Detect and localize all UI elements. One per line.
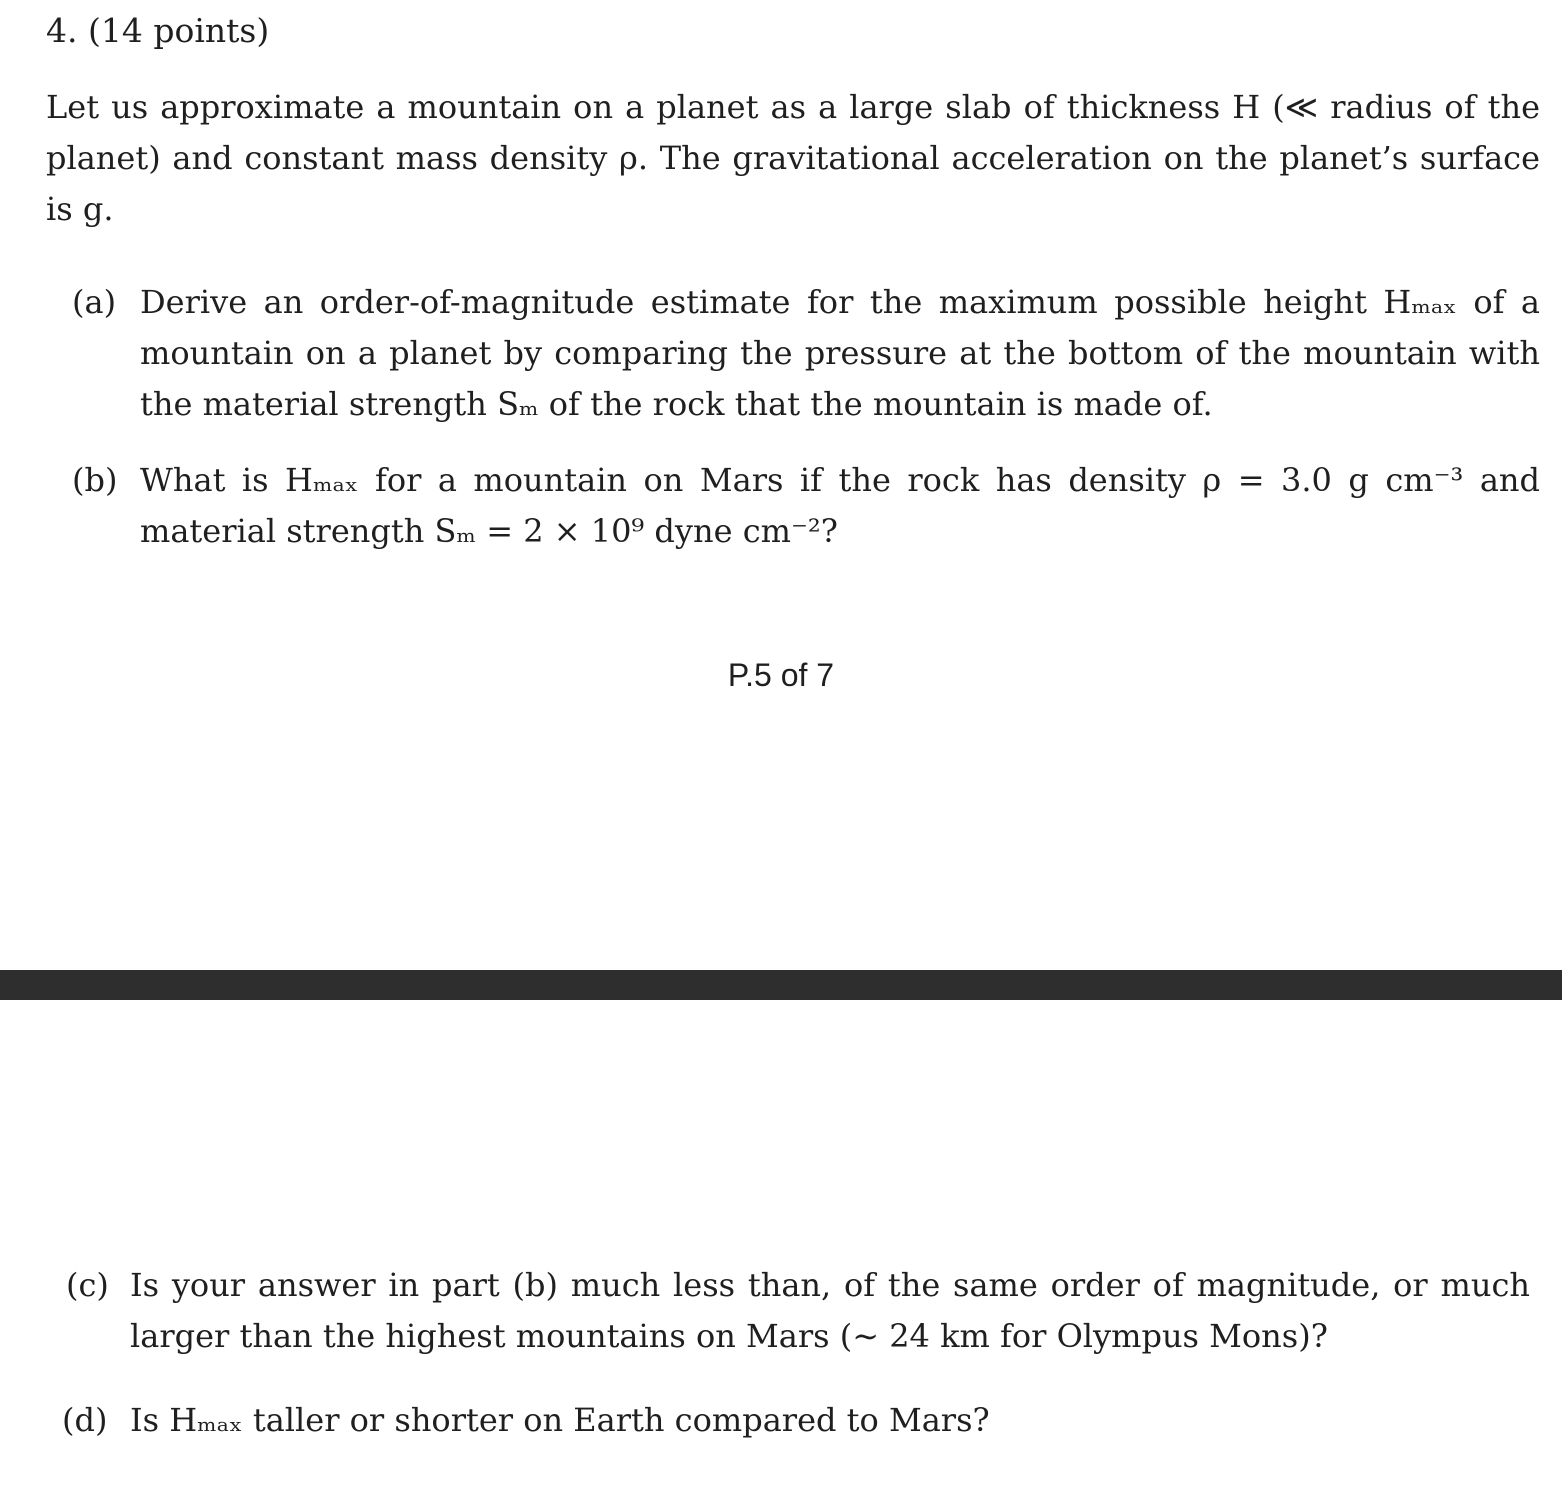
part-a [72,277,1540,430]
question-intro [46,82,1540,235]
part-d-line-1: Is Hₘₐₓ taller or shorter on Earth compared to Mars? [130,1401,990,1439]
intro-line-1: Let us approximate a mountain on a planet as a large slab of thickness H (≪ radius of the [46,88,1540,126]
part-b [72,455,1540,557]
intro-line-2: planet) and constant mass density ρ. The gravitational acceleration on the planet’s surface [46,139,1540,177]
part-c [66,1260,1530,1362]
part-b-label: (b) [72,461,118,499]
part-c-line-1: Is your answer in part (b) much less than, of the same order of magnitude, or much [130,1266,1530,1304]
part-a-line-2: mountain on a planet by comparing the pressure at the bottom of the mountain with [140,334,1540,372]
part-a-label: (a) [72,283,117,321]
page-bottom [0,1000,1562,1488]
page-number: P.5 of 7 [727,657,835,693]
intro-line-3: is g. [46,190,114,228]
part-b-line-1: What is Hₘₐₓ for a mountain on Mars if the rock has density ρ = 3.0 g cm⁻³ and [140,461,1540,499]
part-c-line-2: larger than the highest mountains on Mars (∼ 24 km for Olympus Mons)? [130,1317,1328,1355]
part-a-line-3: the material strength Sₘ of the rock that the mountain is made of. [140,385,1213,423]
part-c-label: (c) [66,1266,109,1304]
question-header: 4. (14 points) [46,11,270,50]
part-d [62,1395,1530,1446]
part-a-line-1: Derive an order-of-magnitude estimate for the maximum possible height Hₘₐₓ of a [140,283,1540,321]
page-divider [0,970,1562,1000]
part-b-line-2: material strength Sₘ = 2 × 10⁹ dyne cm⁻²? [140,512,838,550]
part-d-label: (d) [62,1401,108,1439]
